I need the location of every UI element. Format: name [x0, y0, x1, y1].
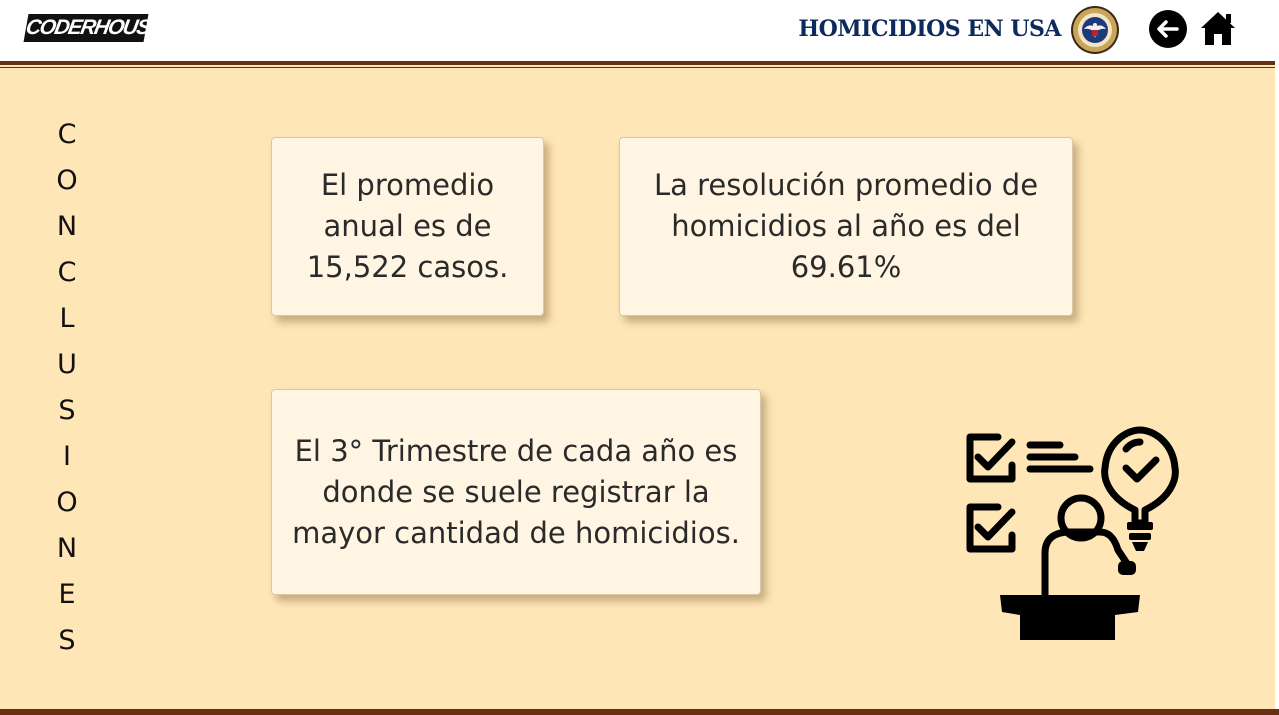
conclusions-presenter-idea-icon — [960, 420, 1185, 645]
title-letter: C — [57, 257, 77, 288]
title-letter: S — [58, 395, 76, 426]
page-title: HOMICIDIOS EN USA — [798, 16, 1061, 42]
conclusion-card-annual-average — [271, 137, 544, 316]
conclusion-card-resolution-rate — [619, 137, 1073, 316]
vertical-section-title — [46, 112, 88, 664]
title-letter: I — [63, 441, 71, 472]
card-text: El promedio anual es de 15,522 casos. — [306, 168, 509, 284]
title-letter: O — [56, 487, 78, 518]
top-divider-band — [0, 61, 1275, 69]
title-letter: S — [58, 625, 76, 656]
title-letter: E — [58, 579, 76, 610]
title-letter: O — [56, 165, 78, 196]
card-text: El 3° Trimestre de cada año es donde se suele registrar la mayor cantidad de homicidios. — [292, 433, 740, 550]
home-button[interactable] — [1198, 8, 1238, 48]
title-letter: C — [57, 119, 77, 150]
right-edge-strip — [1275, 61, 1279, 715]
header-bar — [0, 0, 1279, 61]
title-letter: U — [57, 349, 77, 380]
title-letter: N — [56, 533, 78, 564]
logo-text: CODERHOUSE — [24, 14, 149, 42]
back-button[interactable] — [1148, 9, 1188, 49]
coderhouse-logo — [24, 14, 164, 42]
bottom-divider-band — [0, 709, 1279, 715]
conclusion-card-third-quarter — [271, 389, 761, 595]
card-text: La resolución promedio de homicidios al año es del 69.61% — [653, 168, 1039, 284]
title-letter: L — [59, 303, 75, 334]
title-letter: N — [56, 211, 78, 242]
doj-seal-icon — [1070, 5, 1120, 55]
